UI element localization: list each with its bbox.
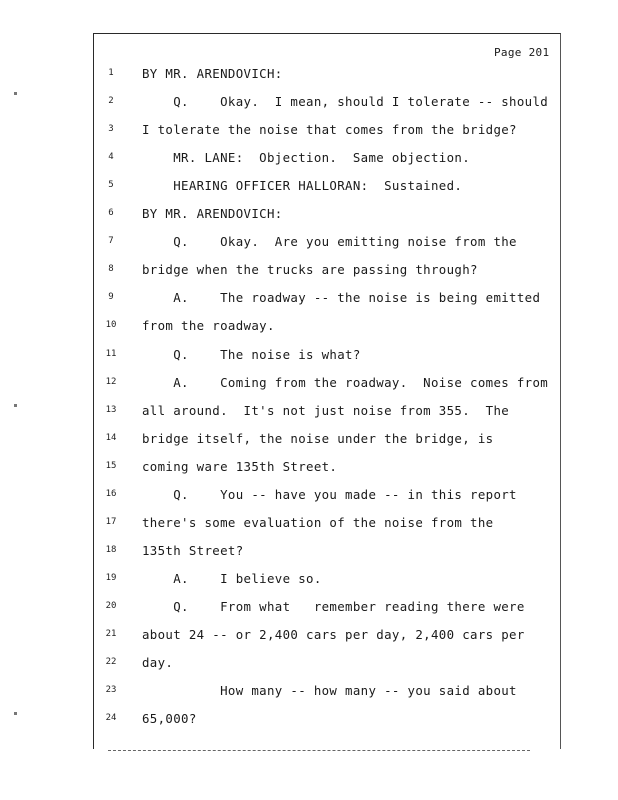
- transcript-line: [0, 316, 618, 336]
- page-number: Page 201: [494, 46, 550, 59]
- line-text: A. I believe so.: [142, 570, 322, 586]
- transcript-line: [0, 485, 618, 505]
- line-text: I tolerate the noise that comes from the bridge?: [142, 122, 517, 138]
- line-number: 9: [108, 292, 114, 303]
- line-number: 1: [108, 68, 114, 78]
- transcript-line: [0, 176, 618, 196]
- transcript-line: [0, 232, 618, 252]
- line-number: 12: [105, 376, 117, 387]
- line-text: BY MR. ARENDOVICH:: [142, 66, 283, 81]
- line-text: from the roadway.: [142, 318, 275, 334]
- line-text: Q. Okay. Are you emitting noise from the: [142, 234, 517, 250]
- transcript-line: [0, 625, 618, 645]
- line-number: 23: [105, 685, 117, 696]
- line-text: Q. The noise is what?: [142, 346, 361, 362]
- line-text: A. Coming from the roadway. Noise comes from: [142, 374, 549, 390]
- line-number: 2: [108, 96, 114, 107]
- line-number: 21: [105, 629, 117, 639]
- transcript-line: [0, 541, 618, 561]
- line-number: 13: [105, 404, 117, 415]
- transcript-line: [0, 64, 618, 84]
- line-text: HEARING OFFICER HALLORAN: Sustained.: [142, 178, 463, 194]
- line-number: 3: [108, 124, 114, 135]
- transcript-line: [0, 653, 618, 673]
- line-number: 11: [105, 348, 117, 359]
- line-number: 8: [108, 264, 114, 275]
- line-text: Q. You -- have you made -- in this report: [142, 486, 517, 502]
- line-text: 135th Street?: [142, 542, 244, 558]
- transcript-line: [0, 92, 618, 112]
- line-number: 5: [108, 180, 114, 191]
- transcript-line: [0, 709, 618, 729]
- transcript-line: [0, 597, 618, 617]
- transcript-line: [0, 120, 618, 140]
- line-number: 22: [105, 657, 117, 668]
- transcript-line: [0, 457, 618, 477]
- line-number: 17: [105, 516, 117, 527]
- transcript-line: [0, 148, 618, 168]
- transcript-line: [0, 681, 618, 701]
- line-number: 24: [105, 713, 117, 724]
- line-text: there's some evaluation of the noise from the: [142, 514, 494, 530]
- line-text: Q. Okay. I mean, should I tolerate -- should: [142, 94, 549, 110]
- transcript-line: [0, 345, 618, 365]
- line-number: 15: [105, 460, 117, 471]
- bottom-rule: [108, 750, 530, 751]
- transcript-line: [0, 513, 618, 533]
- line-text: A. The roadway -- the noise is being emitted: [142, 290, 541, 306]
- line-text: day.: [142, 655, 174, 671]
- line-number: 19: [105, 572, 117, 583]
- line-text: all around. It's not just noise from 355. The: [142, 402, 510, 418]
- line-text: bridge when the trucks are passing through?: [142, 262, 478, 278]
- line-text: Q. From what remember reading there were: [142, 598, 525, 614]
- transcript-line: [0, 429, 618, 449]
- transcript-line: [0, 204, 618, 224]
- line-number: 16: [105, 488, 117, 499]
- transcript-line: [0, 288, 618, 308]
- transcript-line: [0, 260, 618, 280]
- line-text: BY MR. ARENDOVICH:: [142, 206, 283, 222]
- line-text: MR. LANE: Objection. Same objection.: [142, 150, 471, 166]
- line-text: bridge itself, the noise under the bridge, is: [142, 430, 494, 446]
- line-text: How many -- how many -- you said about: [142, 683, 517, 699]
- transcript-line: [0, 569, 618, 589]
- line-number: 6: [108, 208, 114, 219]
- line-text: 65,000?: [142, 711, 197, 727]
- line-number: 4: [108, 152, 114, 163]
- line-number: 10: [105, 320, 117, 331]
- line-number: 18: [105, 544, 117, 555]
- line-number: 7: [108, 236, 114, 247]
- line-number: 14: [105, 432, 117, 443]
- transcript-line: [0, 373, 618, 393]
- line-text: about 24 -- or 2,400 cars per day, 2,400 cars per: [142, 627, 525, 642]
- line-text: coming ware 135th Street.: [142, 458, 338, 474]
- line-number: 20: [105, 600, 117, 611]
- transcript-line: [0, 401, 618, 421]
